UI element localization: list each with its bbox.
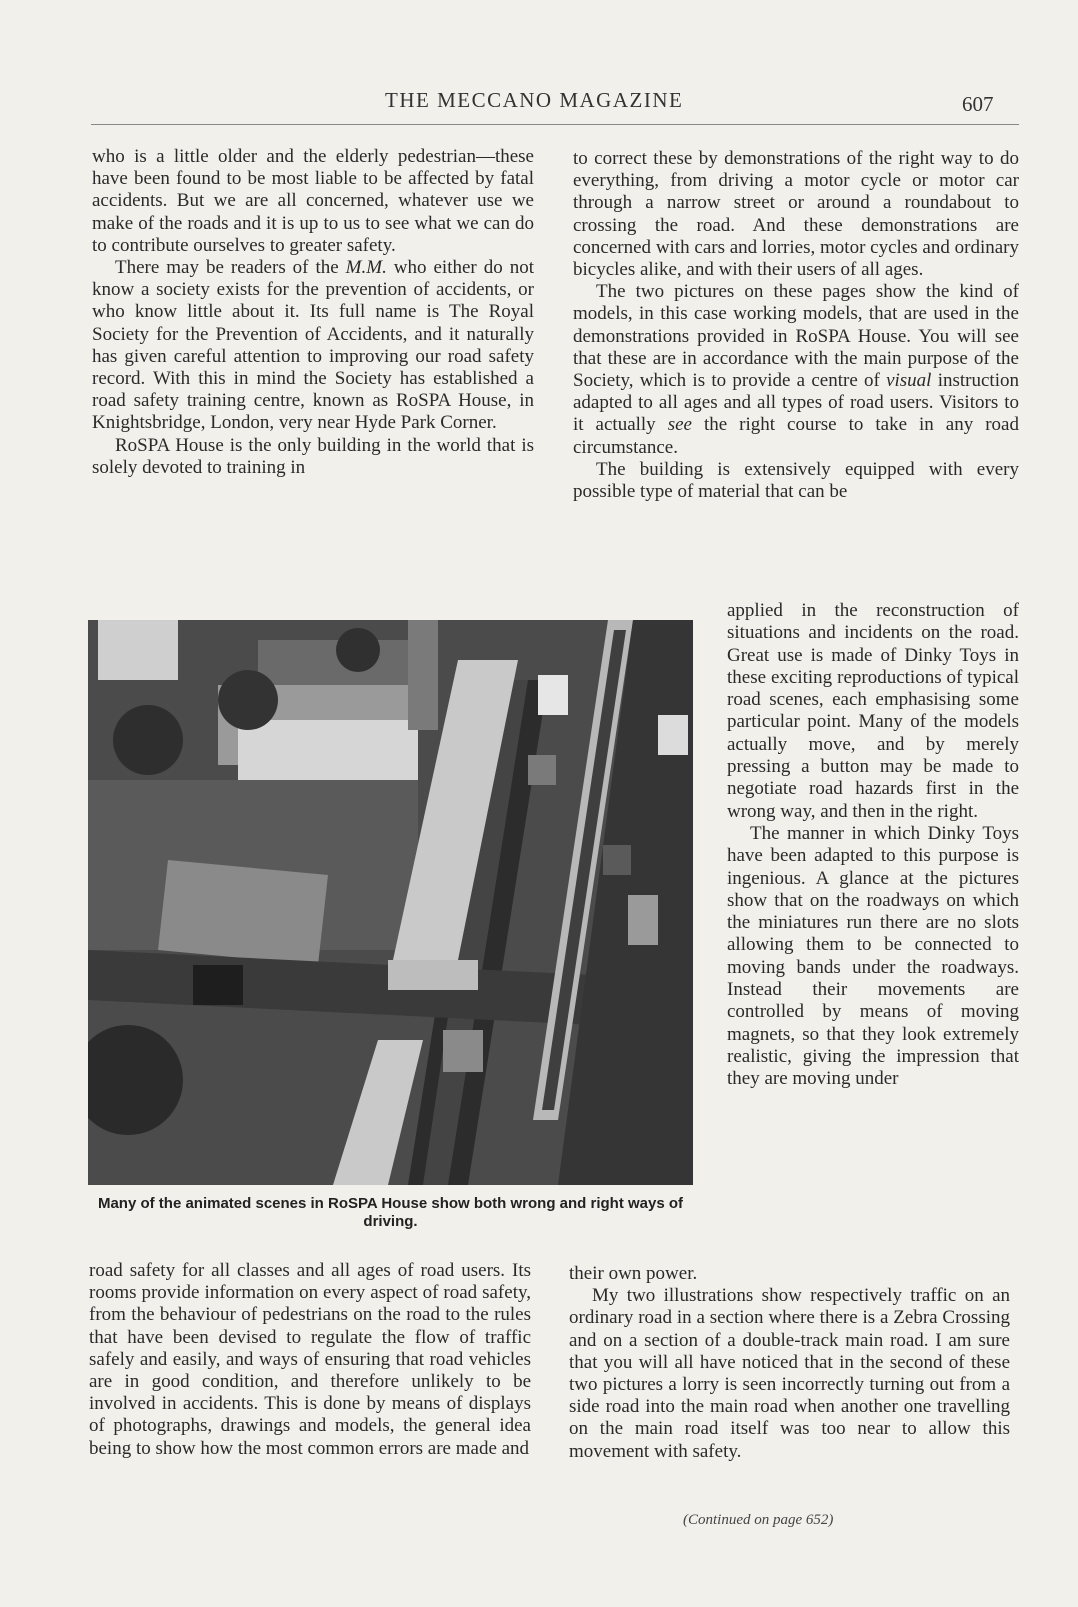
paragraph: RoSPA House is the only building in the world that is solely devoted to training in — [92, 434, 534, 478]
paragraph: to correct these by demonstrations of the right way to do everything, from driving a motor cycle or motor car through a narrow street or around a roundabout to crossing the road. And these demonstrations are concerned with cars and lorries, motor cycles and ordinary bicycles alike, and with their users of all ages. — [573, 148, 1019, 281]
column-right-middle — [727, 600, 1019, 1091]
paragraph: My two illustrations show respectively traffic on an ordinary road in a section where there is a Zebra Crossing and on a section of a double-track main road. I am sure that you will all have noticed that in the second of these two pictures a lorry is seen incorrectly turning out from a side road into the main road when another one travelling on the main road itself was too near to allow this movement with safety. — [569, 1285, 1010, 1462]
figure-caption: Many of the animated scenes in RoSPA House show both wrong and right ways of driving. — [97, 1195, 684, 1230]
paragraph: The building is extensively equipped with every possible type of material that can be — [573, 458, 1019, 503]
running-header-title: THE MECCANO MAGAZINE — [385, 88, 684, 112]
paragraph: road safety for all classes and all ages of road users. Its rooms provide information on every aspect of road safety, from the behaviour of pedestrians on the road to the rules that have been devised to regulate the flow of traffic safely and easily, and ways of ensuring that road vehicles are in good condition, and therefore unlikely to be involved in accidents. This is done by means of displays of photographs, drawings and models, the general idea being to show how the most common errors are made and — [89, 1260, 531, 1459]
paragraph: The manner in which Dinky Toys have been adapted to this purpose is ingenious. A glance at the pictures show that on the roadways on which the miniatures run there are no slots allowing them to be connected to moving bands under the roadways. Instead their movements are controlled by means of moving magnets, so that they look extremely realistic, giving the impression that they are moving under — [727, 822, 1019, 1090]
column-right-bottom — [569, 1263, 1010, 1463]
paragraph: applied in the reconstruction of situations and incidents on the road. Great use is made of Dinky Toys in these exciting reproductions of typical road scenes, each emphasising some particular point. Many of the models actually move, and by merely pressing a button may be made to negotiate road hazards first in the wrong way, and then in the right. — [727, 600, 1019, 822]
road-scene-photo — [88, 620, 693, 1185]
column-left-bottom — [89, 1260, 531, 1460]
page-number: 607 — [962, 92, 994, 116]
continued-note: (Continued on page 652) — [683, 1512, 834, 1528]
header-rule — [91, 124, 1019, 125]
column-left-top — [92, 146, 534, 479]
paragraph: The two pictures on these pages show the kind of models, in this case working models, that are used in the demonstrations provided in RoSPA House. You will see that these are in accordance with the main purpose of the Society, which is to provide a centre of visual instruction adapted to all ages and all types of road users. Visitors to it actually see the right course to take in any road circumstance. — [573, 281, 1019, 458]
column-right-top — [573, 148, 1019, 503]
paragraph: their own power. — [569, 1263, 698, 1284]
paragraph: There may be readers of the M.M. who either do not know a society exists for the prevention of accidents, or who know little about it. Its full name is The Royal Society for the Prevention of Accidents, and it naturally has given careful attention to improving our road safety record. With this in mind the Society has established a road safety training centre, known as RoSPA House, in Knightsbridge, London, very near Hyde Park Corner. — [92, 257, 534, 434]
paragraph: who is a little older and the elderly pedestrian—these have been found to be most liable to be affected by fatal accidents. But we are all concerned, whatever use we make of the roads and it is up to us to see what we can do to contribute ourselves to greater safety. — [92, 146, 534, 256]
